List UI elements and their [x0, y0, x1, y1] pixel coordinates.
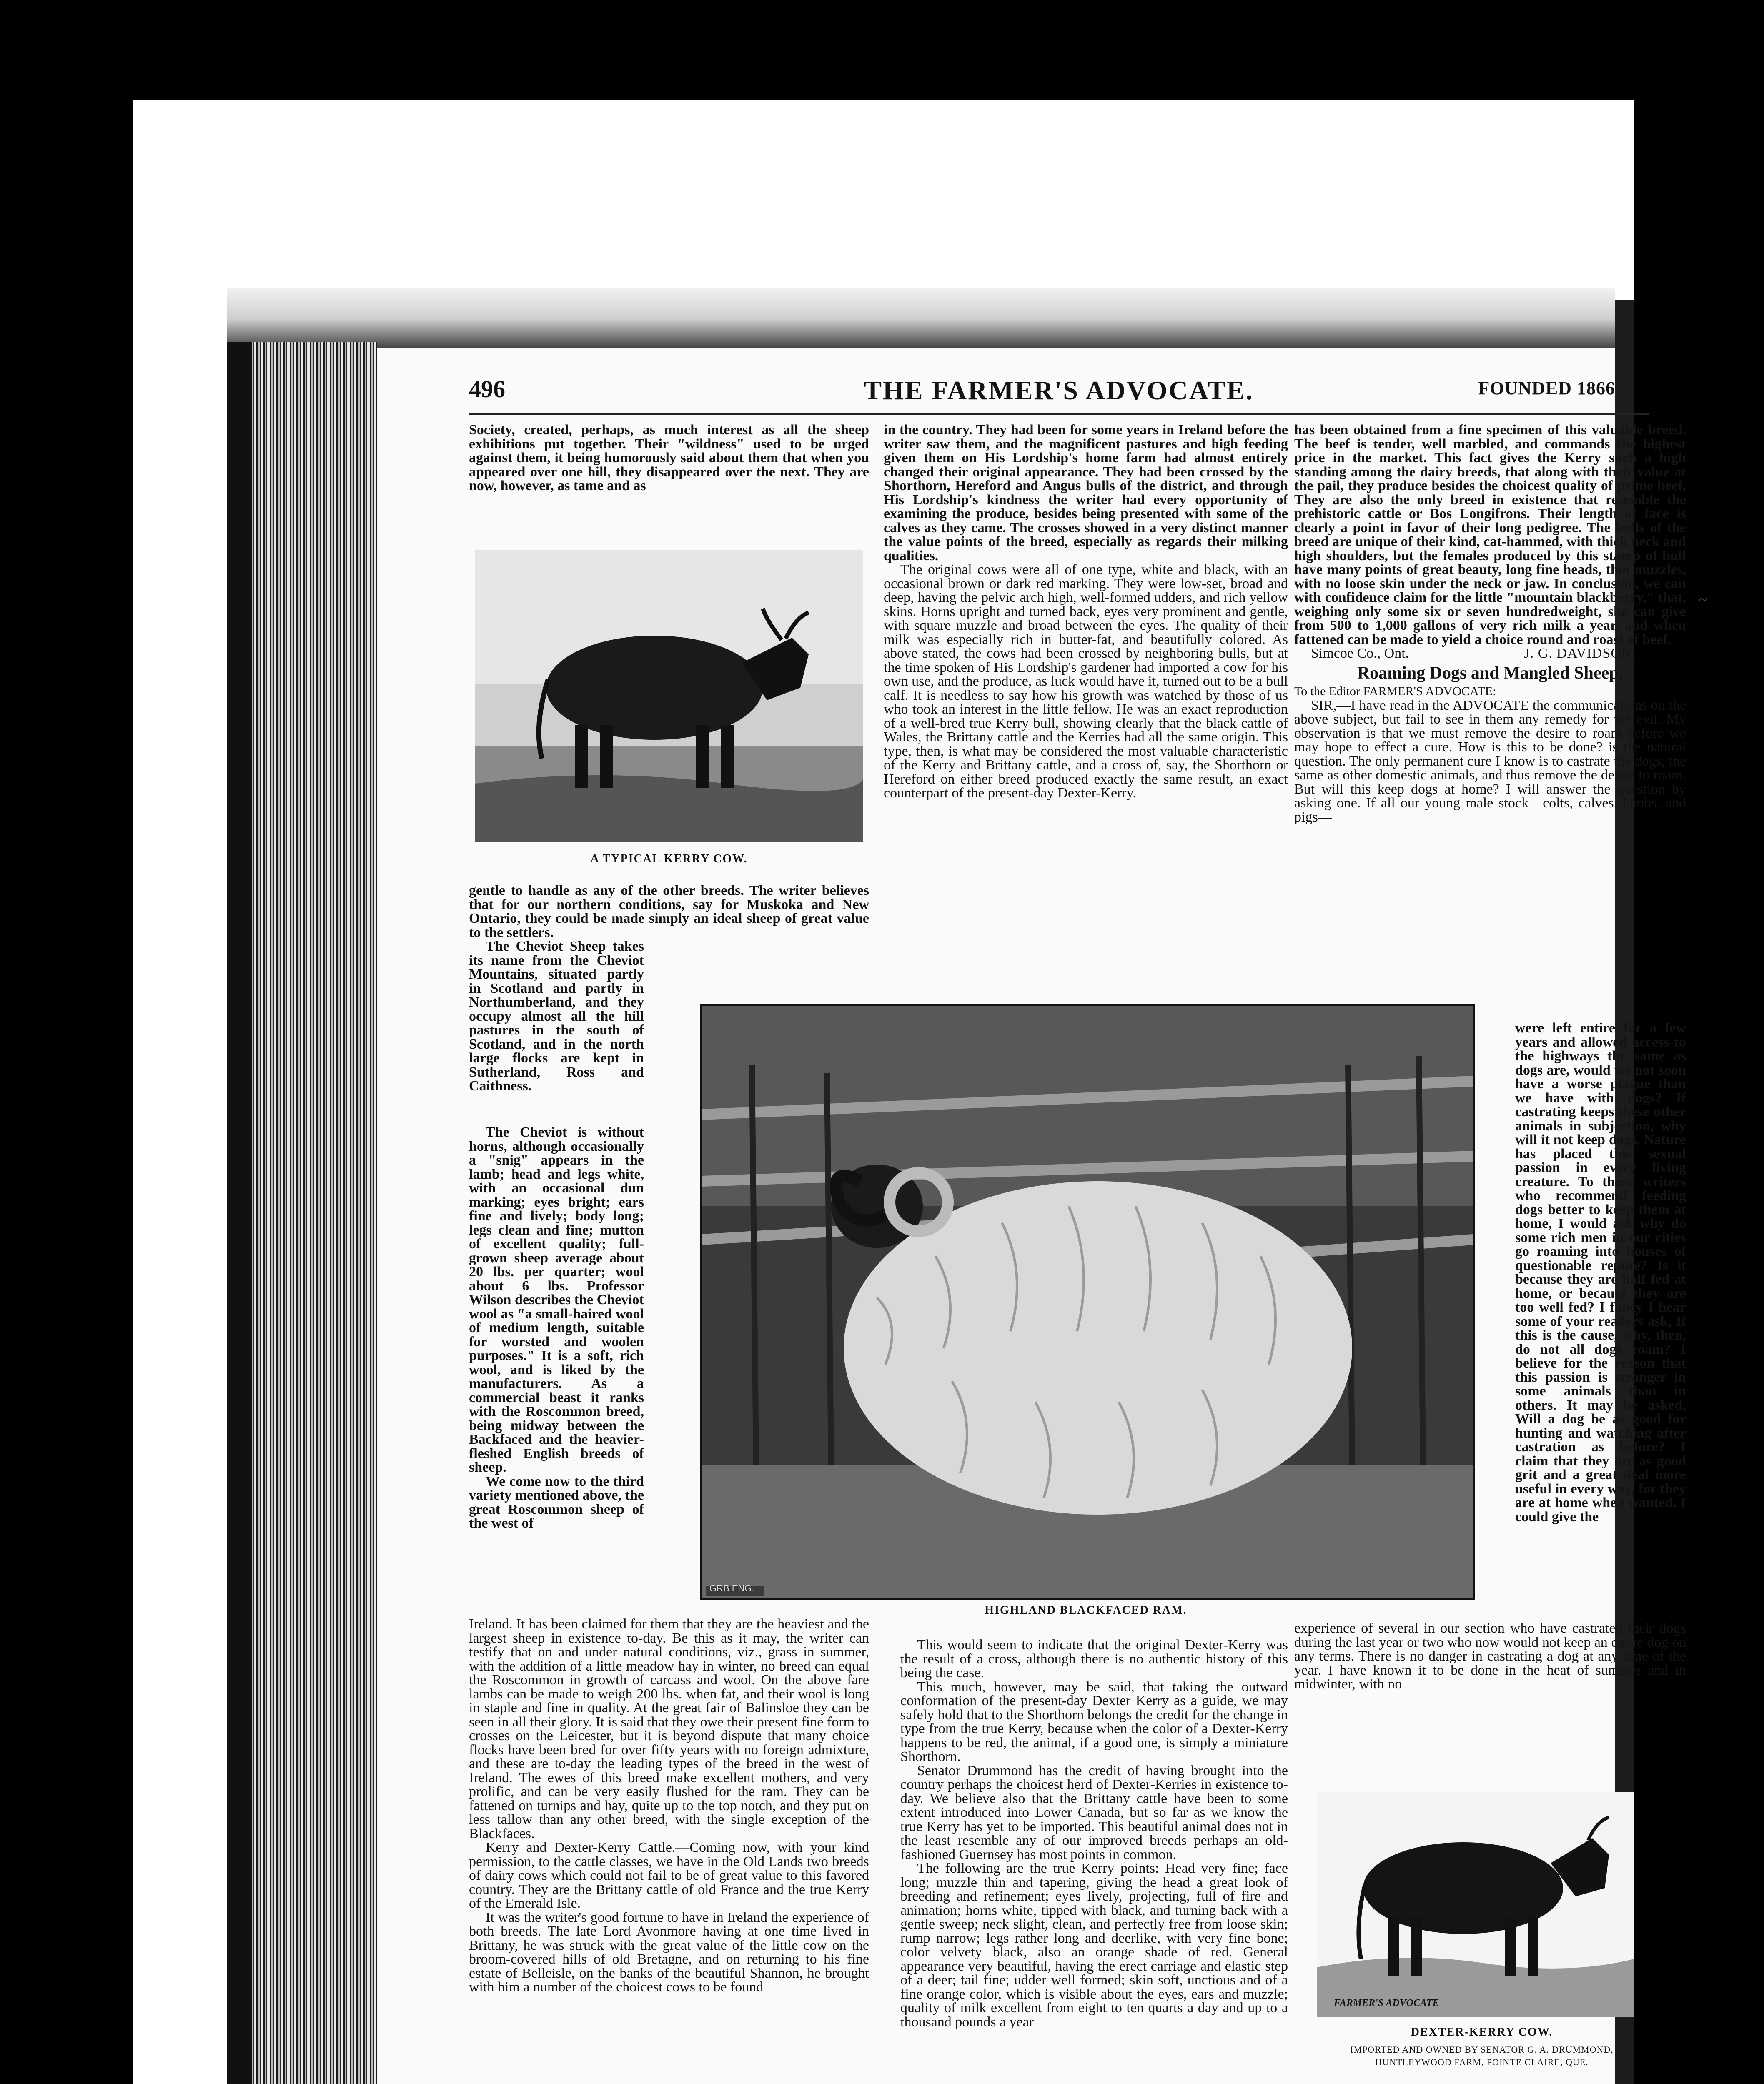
roscommon-kerry-article: [469, 1617, 869, 1994]
dogs-article-lower: [1294, 1621, 1686, 1691]
masthead: THE FARMER'S ADVOCATE.: [864, 376, 1254, 405]
paragraph: gentle to handle as any of the other breeds. The writer believes that for our northern conditions, say for Muskoka and New Ontario, they could be made simply an ideal sheep of great value to the settlers.: [469, 883, 869, 940]
kerry-article-col2: [884, 423, 1288, 800]
paragraph: The Cheviot is without horns, although occasionally a "snig" appears in the lamb; head and legs white, with an occasional dun marking; eyes bright; ears fine and lively; body long; legs clean and fine; mutton of excellent quality; full-grown sheep average about 20 lbs. per quarter; wool about 6 lbs. Professor Wilson describes the Cheviot wool as "a small-haired wool of medium length, suitable for worsted and woolen purposes." It is a soft, rich wool, and is liked by the manufacturers. As a commercial beast it ranks with the Roscommon breed, being midway between the Backfaced and the heavier-fleshed English breeds of sheep.: [469, 1125, 644, 1475]
paragraph: The following are the true Kerry points: Head very fine; face long; muzzle thin and tapering, giving the head a great look of breeding and refinement; eyes lively, projecting, full of fire and animation; horns white, tipped with black, and turning back with a gentle sweep; neck slight, clean, and perfectly free from loose skin; rump narrow; legs rather long and deerlike, with very fine bone; color velvety black, also an orange shade of red. General appearance very beautiful, having the erect carriage and elastic step of a deer; tail fine; udder well formed; skin soft, unctious and of a fine orange color, which is visible about the eyes, ears and muzzle; quality of milk excellent from eight to ten quarts a day and up to a thousand pounds a year: [900, 1861, 1288, 2030]
paragraph: Kerry and Dexter-Kerry Cattle.—Coming now, with your kind permission, to the cattle classes, we have in the Old Lands two breeds of dairy cows which could not fail to be of great value to this favored country. They are the Brittany cattle of old France and the true Kerry of the Emerald Isle.: [469, 1840, 869, 1911]
dexter-kerry-subcaption-1: IMPORTED AND OWNED BY SENATOR G. A. DRUMMOND,: [1350, 2044, 1614, 2055]
page-edge: [227, 288, 1615, 350]
engraver-mark: GRB ENG.: [709, 1583, 754, 1593]
letter-salutation: To the Editor FARMER'S ADVOCATE:: [1294, 684, 1496, 698]
paragraph: This would seem to indicate that the original Dexter-Kerry was the result of a cross, although there is no authentic history of this being the case.: [900, 1637, 1288, 1681]
dexter-kerry-caption: DEXTER-KERRY COW.: [1411, 2026, 1553, 2039]
paragraph: The original cows were all of one type, white and black, with an occasional brown or dark red marking. They were low-set, broad and deep, having the pelvic arch high, well-formed udders, and rich yellow skins. Horns upright and turned back, eyes very prominent and gentle, with square muzzle and broad between the eyes. The quality of their milk was especially rich in butter-fat, and beautifully colored. As above stated, the cows had been crossed by neighboring bulls, but at the time spoken of His Lordship's gardener had imported a cow for his own use, and the produce, as luck would have it, turned out to be a bull calf. It is needless to say how his growth was watched by those of us who took an interest in the little fellow. He was an exact reproduction of a well-bred true Kerry bull, showing clearly that the black cattle of Wales, the Brittany cattle and the Kerries had all the same origin. This type, then, is what may be considered the most valuable characteristic of the Kerry and Brittany cattle, and a cross of, say, the Shorthorn or Hereford on either breed produced exactly the same result, an exact counterpart of the present-day Dexter-Kerry.: [884, 562, 1288, 801]
ram-caption: HIGHLAND BLACKFACED RAM.: [985, 1604, 1187, 1617]
kerry-cow-caption: A TYPICAL KERRY COW.: [590, 852, 748, 865]
author-signature: [1294, 646, 1686, 661]
paragraph: This much, however, may be said, that taking the outward conformation of the present-day Dexter Kerry as a guide, we may safely hold that to the Shorthorn belongs the credit for the change in type from the true Kerry, because when the color of a Dexter-Kerry happens to be red, the animal, if a good one, is simply a miniature Shorthorn.: [900, 1679, 1288, 1764]
paragraph: Senator Drummond has the credit of having brought into the country perhaps the choicest herd of Dexter-Kerries in existence to-day. We believe also that the Brittany cattle have been to some extent introduced into Lower Canada, but so far as we know the true Kerry has yet to be imported. This beautiful animal does not in the least resemble any of our improved breeds perhaps an old-fashioned Guernsey has most points in common.: [900, 1763, 1288, 1862]
paragraph: Ireland. It has been claimed for them that they are the heaviest and the largest sheep in existence to-day. Be this as it may, the writer can testify that on and under natural conditions, viz., grass in summer, with the addition of a little meadow hay in winter, no breed can equal the Roscommon in growth of carcass and wool. On the above fare lambs can be made to weigh 200 lbs. when fat, and their wool is long in staple and fine in quality. At the great fair of Balinsloe they can be seen in all their glory. It is said that they owe their present fine form to crosses on the Leicester, but it is beyond dispute that many choice flocks have been bred for over fifty years with no foreign admixture, and these are to-day the leading types of the breed in the west of Ireland. The ewes of this breed make excellent mothers, and very prolific, and can be very easily flushed for the ram. They can be fattened on turnips and hay, quite up to the top notch, and they put on less tallow than any other breed, with the single exception of the Blackfaces.: [469, 1616, 869, 1841]
dexter-kerry-subcaption-2: HUNTLEYWOOD FARM, POINTE CLAIRE, QUE.: [1375, 2057, 1589, 2067]
kerry-article-col3: [1294, 423, 1686, 824]
header-rule: [469, 413, 1649, 415]
highland-ram-photo: [700, 1004, 1475, 1600]
paragraph: were left entire for a few years and allowed access to the highways the same as dogs are, would we not soon have a worse plague than we have with dogs? If castrating keeps these other animals in subjection, why will it not keep dogs. Nature has placed this sexual passion in every living creature. To those writers who recommend feeding dogs better to keep them at home, I would ask why do some rich men in our cities go roaming into houses of questionable repute? Is it because they are half fed at home, or because they are too well fed? I fancy I hear some of your readers ask, If this is the cause, why, then, do not all dogs roam? I believe for the reason that this passion is stronger in some animals than in others. It may be asked, Will a dog be as good for hunting and watching after castration as before? I claim that they are as good grit and a great deal more useful in every way, for they are at home when wanted. I could give the: [1515, 1020, 1686, 1525]
dogs-article-narrow: [1515, 1021, 1686, 1524]
paragraph: SIR,—I have read in the ADVOCATE the communications on the above subject, but fail to see in them any remedy for the evil. My observation is that we must remove the desire to roam before we may hope to effect a cure. How is this to be done? is the natural question. The only permanent cure I know is to castrate the dogs, the same as other domestic animals, and thus remove the desire to roam. But will this keep dogs at home? I will answer the question by asking one. If all our young male stock—colts, calves, lambs, and pigs—: [1294, 697, 1686, 825]
margin-mark: ~: [1699, 590, 1708, 609]
cheviot-description: [469, 1125, 644, 1530]
paragraph: It was the writer's good fortune to have in Ireland the experience of both breeds. The late Lord Avonmore having at one time lived in Brittany, he was struck with the great value of the little cow on the broom-covered hills of old Bretagne, and on returning to his fine estate of Belleisle, on the banks of the beautiful Shannon, he brought with him a number of the choicest cows to be found: [469, 1909, 869, 1995]
founded-date: FOUNDED 1866: [1478, 378, 1615, 398]
binding-spine: [227, 342, 252, 2084]
kerry-cow-illustration: [475, 550, 863, 842]
paragraph: Society, created, perhaps, as much interest as all the sheep exhibitions put together. Their "wildness" used to be urged against them, it being humorously said about them that when you appeared over one hill, they disappeared over the next. They are now, however, as tame and as: [469, 422, 869, 493]
kerry-article-col2-lower: [900, 1638, 1288, 2029]
paragraph: The Cheviot Sheep takes its name from the Cheviot Mountains, situated partly in Scotland and partly in Northumberland, and they occupy almost all the hill pastures in the south of Scotland, and in the north large flocks are kept in Sutherland, Ross and Caithness.: [469, 939, 644, 1094]
signature-name: J. G. DAVIDSON.: [1524, 646, 1636, 661]
cow-icon: [1317, 1792, 1634, 2017]
page-number: 496: [469, 376, 505, 403]
cow-icon: [475, 550, 863, 842]
page-header: [469, 375, 1649, 408]
paragraph: has been obtained from a fine specimen of this valuable breed. The beef is tender, well marbled, and commands the highest price in the market. This fact gives the Kerry such a high standing among the dairy breeds, that along with their value at the pail, they produce besides the choicest quality of prime beef. They are also the only breed in existence that resemble the prehistoric cattle or Bos Longifrons. Their length of face is clearly a point in favor of their long pedigree. The bulls of the breed are unique of their kind, cat-hammed, with thick neck and high shoulders, but the females produced by this stamp of bull have many points of great beauty, long fine heads, thin muzzles, with no loose skin under the neck or jaw. In conclusion, we can with confidence claim for the little "mountain blackberry," that, weighing only some six or seven hundredweight, she can give from 500 to 1,000 gallons of very rich milk a year, and when fattened can be made to yield a choice round and roast of beef.: [1294, 422, 1686, 647]
ram-icon: [702, 1006, 1473, 1598]
paragraph: We come now to the third variety mentioned above, the great Roscommon sheep of the west of: [469, 1473, 644, 1531]
article-sheep-continued: [469, 423, 869, 493]
paragraph: experience of several in our section who have castrated their dogs during the last year or two who now would not keep an entire dog on any terms. There is no danger in castrating a dog at any time of the year. I have known it to be done in the heat of summer and in midwinter, with no: [1294, 1621, 1686, 1692]
paragraph: in the country. They had been for some years in Ireland before the writer saw them, and the magnificent pastures and high feeding given them on His Lordship's home farm had almost entirely changed their original appearance. They had been crossed by the Shorthorn, Hereford and Angus bulls of the district, and through His Lordship's kindness the writer had every opportunity of examining the produce, besides being presented with some of the calves as they came. The crosses showed in a very distinct manner the value points of the breed, especially as regards their milking qualities.: [884, 422, 1288, 564]
dexter-kerry-cow-illustration: [1317, 1792, 1634, 2017]
signature-place: Simcoe Co., Ont.: [1311, 646, 1409, 661]
section-title: Roaming Dogs and Mangled Sheep.: [1357, 663, 1624, 683]
engraver-signature: FARMER'S ADVOCATE: [1334, 1998, 1439, 2009]
